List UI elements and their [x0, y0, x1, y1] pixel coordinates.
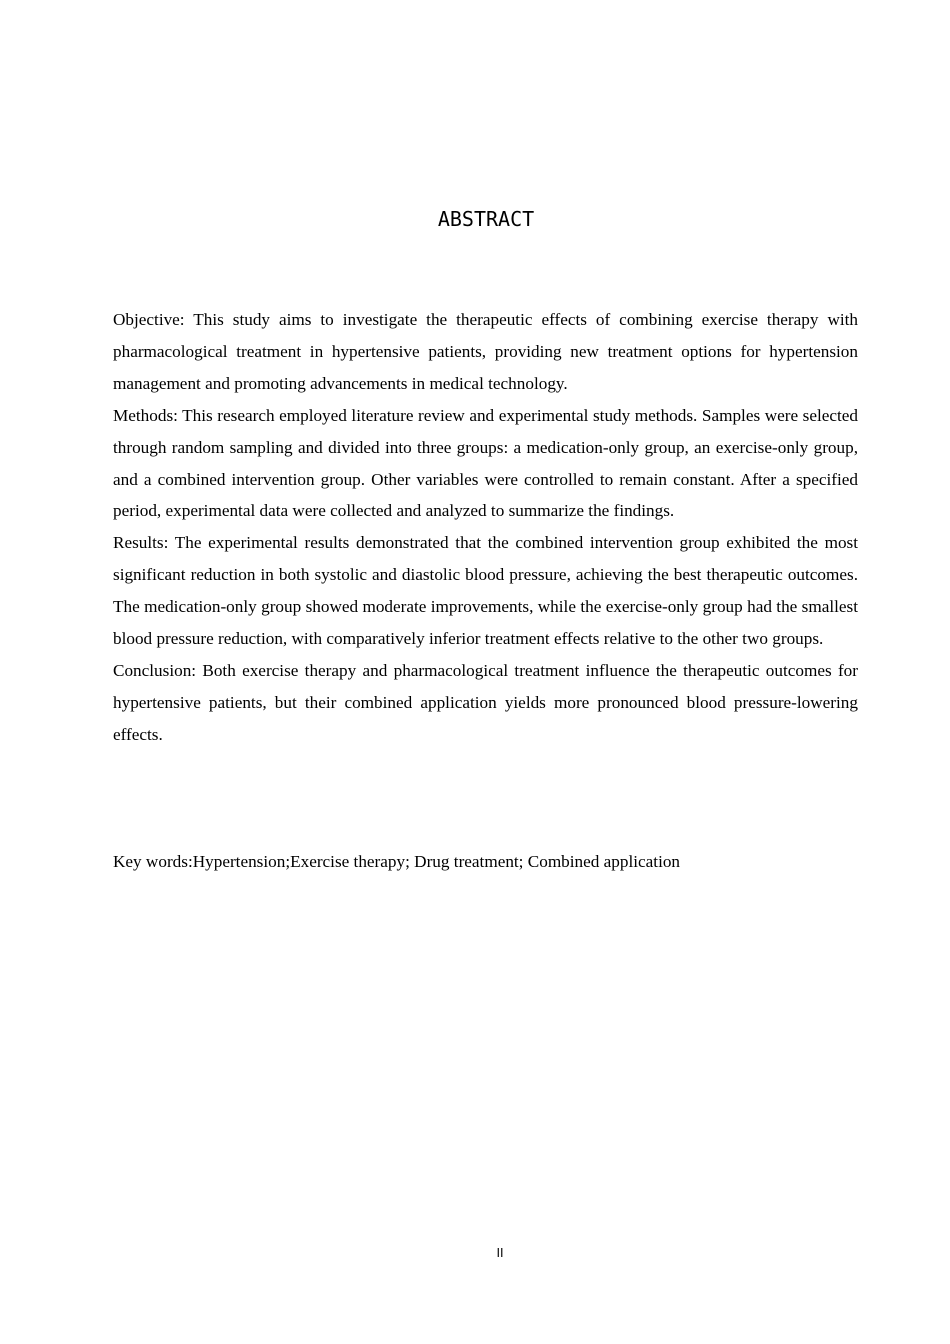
objective-paragraph: Objective: This study aims to investigate the therapeutic effects of combining exercise therapy with pharmacological treatment in hypertensive patients, providing new treatment options for hypertension management and promoting advancements in medical technology.	[113, 310, 858, 393]
abstract-title: ABSTRACT	[437, 207, 535, 231]
abstract-body	[113, 304, 858, 751]
page-number: II	[496, 1246, 504, 1260]
keywords-line: Key words:Hypertension;Exercise therapy; Drug treatment; Combined application	[113, 852, 681, 871]
results-paragraph: Results: The experimental results demonstrated that the combined intervention group exhibited the most significant reduction in both systolic and diastolic blood pressure, achieving the best therapeutic outcomes. The medication-only group showed moderate improvements, while the exercise-only group had the smallest blood pressure reduction, with comparatively inferior treatment effects relative to the other two groups.	[113, 533, 858, 649]
conclusion-paragraph: Conclusion: Both exercise therapy and pharmacological treatment influence the therapeutic outcomes for hypertensive patients, but their combined application yields more pronounced blood pressure-lowering effects.	[113, 660, 858, 744]
methods-paragraph: Methods: This research employed literature review and experimental study methods. Samples were selected through random sampling and divided into three groups: a medication-only group, an exercise-only group, and a combined intervention group. Other variables were controlled to remain constant. After a specified period, experimental data were collected and analyzed to summarize the findings.	[113, 405, 858, 521]
